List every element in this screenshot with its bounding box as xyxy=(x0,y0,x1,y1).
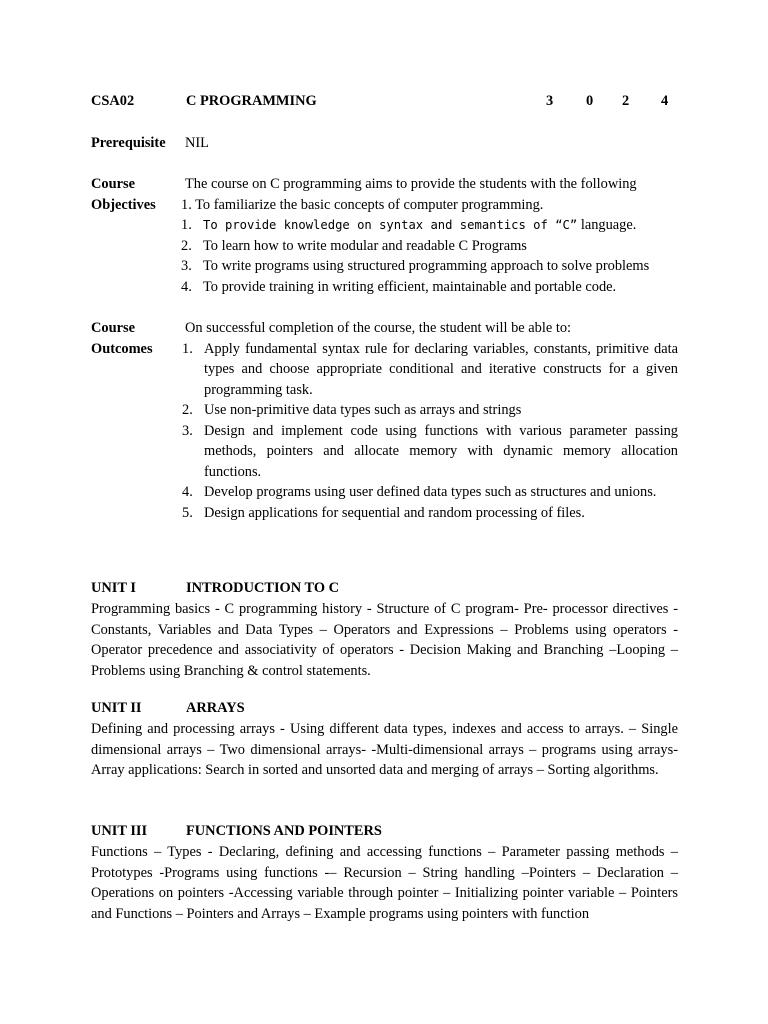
list-item: 5. Design applications for sequential and random processing of files. xyxy=(182,504,585,521)
unit-2 xyxy=(91,698,678,781)
unit-heading xyxy=(91,698,678,719)
objectives-first-line: 1. To familiarize the basic concepts of computer programming. xyxy=(181,196,544,213)
list-item: 1. To provide knowledge on syntax and semantics of “C” language. xyxy=(181,217,637,233)
list-item: 2. Use non-primitive data types such as arrays and strings xyxy=(182,402,522,418)
unit-title: FUNCTIONS AND POINTERS xyxy=(186,823,382,839)
unit-3 xyxy=(91,821,678,924)
outcomes-section xyxy=(91,318,678,523)
unit-content: Functions – Types - Declaring, defining and accessing functions – Parameter passing methods – Prototypes -Programs using functions -– Recursion – String handling –Pointers – Declaration – Operations on pointers -Accessing variable through pointer – Initializing pointer variable – Pointers and Functions – Pointers and Arrays – Example programs using pointers with function xyxy=(91,844,678,922)
list-item: 4. Develop programs using user defined data types such as structures and unions. xyxy=(182,484,657,500)
list-item: 2. To learn how to write modular and readable C Programs xyxy=(181,237,527,254)
unit-heading xyxy=(91,821,678,842)
credit-tutorial: 0 xyxy=(586,93,594,109)
unit-heading xyxy=(91,578,678,599)
objectives-intro: The course on C programming aims to provide the students with the following xyxy=(185,176,637,192)
credit-practical: 2 xyxy=(622,93,630,109)
unit-1 xyxy=(91,578,678,681)
outcomes-label: Course Outcomes xyxy=(91,320,153,357)
unit-number: UNIT II xyxy=(91,700,142,716)
list-item: 3. Design and implement code using functions with various parameter passing methods, pointers and allocate memory with dynamic memory allocation functions. xyxy=(182,422,678,480)
course-header xyxy=(91,91,678,112)
credit-total: 4 xyxy=(661,93,669,109)
list-item: 1. Apply fundamental syntax rule for declaring variables, constants, primitive data types and choose appropriate conditional and iterative constructs for a given programming task. xyxy=(182,340,678,398)
unit-title: ARRAYS xyxy=(186,700,245,716)
course-name: C PROGRAMMING xyxy=(186,93,317,109)
unit-content: Programming basics - C programming history - Structure of C program- Pre- processor directives - Constants, Variables and Data Types – Operators and Expressions – Problems using operators - Operator precedence and associativity of operators - Decision Making and Branching –Looping – Problems using Branching & control statements. xyxy=(91,601,678,679)
prerequisite-label: Prerequisite xyxy=(91,135,166,151)
credit-lecture: 3 xyxy=(546,93,554,109)
list-item: 4. To provide training in writing efficient, maintainable and portable code. xyxy=(181,278,617,295)
objectives-section xyxy=(91,174,678,297)
course-code: CSA02 xyxy=(91,93,135,109)
outcomes-intro: On successful completion of the course, the student will be able to: xyxy=(185,320,572,336)
prerequisite-value: NIL xyxy=(185,135,209,151)
unit-content: Defining and processing arrays - Using different data types, indexes and access to arrays. – Single dimensional arrays – Two dimensional arrays- -Multi-dimensional arrays – programs using arrays- Array applications: Search in sorted and unsorted data and merging of arrays – Sorting algorithms. xyxy=(91,721,678,778)
outcomes-list xyxy=(182,339,678,524)
objectives-list xyxy=(181,215,678,297)
list-item: 3. To write programs using structured programming approach to solve problems xyxy=(181,258,650,274)
unit-number: UNIT III xyxy=(91,823,148,839)
objectives-label: Course Objectives xyxy=(91,176,156,213)
unit-number: UNIT I xyxy=(91,580,136,596)
prerequisite-section xyxy=(91,133,678,154)
unit-title: INTRODUCTION TO C xyxy=(186,580,339,596)
